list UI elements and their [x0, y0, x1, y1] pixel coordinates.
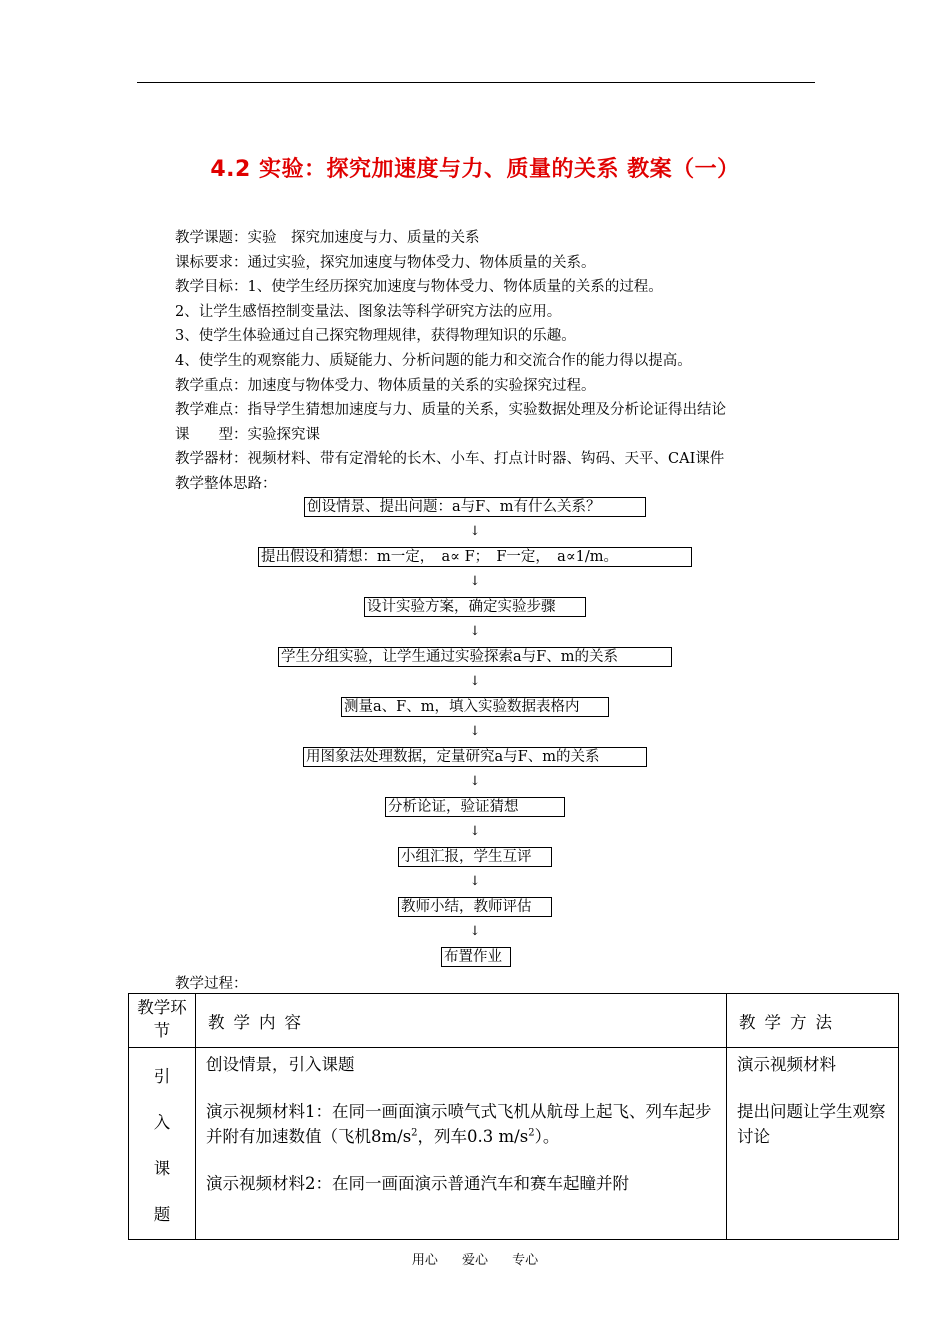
content-video-2: 演示视频材料2：在同一画面演示普通汽车和赛车起瞳并附: [206, 1174, 629, 1193]
flow-step-4: 学生分组实验，让学生通过实验探索a与F、m的关系: [278, 647, 672, 667]
down-arrow-icon: ↓: [469, 774, 481, 789]
content-cell: [196, 1048, 727, 1240]
flow-step-5: 测量a、F、m，填入实验数据表格内: [341, 697, 609, 717]
meta-topic: 教学课题：实验 探究加速度与力、质量的关系: [175, 230, 480, 246]
method-cell: [727, 1048, 899, 1240]
content-video-1: [206, 1099, 718, 1149]
flow-step-8: 小组汇报，学生互评: [398, 847, 552, 867]
down-arrow-icon: ↓: [469, 724, 481, 739]
lesson-meta: [175, 226, 855, 497]
down-arrow-icon: ↓: [469, 524, 481, 539]
flow-step-1: 创设情景、提出问题：a与F、m有什么关系？: [304, 497, 646, 517]
down-arrow-icon: ↓: [469, 624, 481, 639]
page-footer: 用心 爱心 专心: [411, 1253, 539, 1268]
down-arrow-icon: ↓: [469, 674, 481, 689]
flow-step-6: 用图象法处理数据，定量研究a与F、m的关系: [303, 747, 647, 767]
video-1-text-mid: ，列车0.3 m/s: [417, 1127, 529, 1146]
flow-step-2: 提出假设和猜想：m一定， a∝ F； F一定， a∝1/m。: [258, 547, 692, 567]
flow-step-10: 布置作业: [441, 947, 511, 967]
table-row: [129, 1048, 899, 1240]
header-content: 教学内容: [196, 994, 727, 1048]
lesson-table: [128, 993, 899, 1240]
flow-step-7: 分析论证，验证猜想: [385, 797, 565, 817]
superscript: 2: [411, 1127, 418, 1139]
method-2: 提出问题让学生观察讨论: [737, 1102, 886, 1146]
header-stage: 教学环节: [129, 994, 196, 1048]
meta-objective-3: 3、使学生体验通过自己探究物理规律，获得物理知识的乐趣。: [175, 328, 576, 345]
down-arrow-icon: ↓: [469, 574, 481, 589]
flow-step-3: 设计实验方案，确定实验步骤: [364, 597, 586, 617]
superscript: 2: [528, 1127, 535, 1139]
video-1-text-end: ）。: [534, 1127, 560, 1146]
stage-label: 引入课题: [153, 1067, 171, 1224]
meta-objective-2: 2、让学生感悟控制变量法、图象法等科学研究方法的应用。: [175, 303, 562, 320]
flow-step-9: 教师小结，教师评估: [398, 897, 552, 917]
process-heading: 教学过程：: [175, 976, 248, 992]
down-arrow-icon: ↓: [469, 824, 481, 839]
meta-flow-heading: 教学整体思路：: [175, 475, 277, 492]
table-header-row: [129, 994, 899, 1048]
method-1: 演示视频材料: [737, 1055, 836, 1074]
meta-equipment: 教学器材：视频材料、带有定滑轮的长木、小车、打点计时器、钩码、天平、CAI课件: [175, 451, 725, 468]
video-1-text: 演示视频材料1：在同一画面演示喷气式飞机从航母上起飞、列车起步并附有加速数值（飞机8m/s: [206, 1102, 712, 1146]
meta-standard: 课标要求：通过实验，探究加速度与物体受力、物体质量的关系。: [175, 254, 596, 271]
meta-objective-4: 4、使学生的观察能力、质疑能力、分析问题的能力和交流合作的能力得以提高。: [175, 352, 692, 369]
meta-objective-1: 教学目标：1、使学生经历探究加速度与物体受力、物体质量的关系的过程。: [175, 279, 663, 296]
meta-lesson-type: 课 型：实验探究课: [175, 426, 320, 443]
header-method: 教学方法: [727, 994, 899, 1048]
stage-cell: [129, 1048, 196, 1240]
content-intro: 创设情景，引入课题: [206, 1055, 355, 1074]
page-title: 4.2 实验：探究加速度与力、质量的关系 教案（一）: [210, 157, 740, 182]
down-arrow-icon: ↓: [469, 874, 481, 889]
down-arrow-icon: ↓: [469, 924, 481, 939]
meta-key-point: 教学重点：加速度与物体受力、物体质量的关系的实验探究过程。: [175, 377, 596, 394]
header-rule: [137, 82, 815, 83]
meta-difficulty: 教学难点：指导学生猜想加速度与力、质量的关系，实验数据处理及分析论证得出结论: [175, 402, 726, 419]
